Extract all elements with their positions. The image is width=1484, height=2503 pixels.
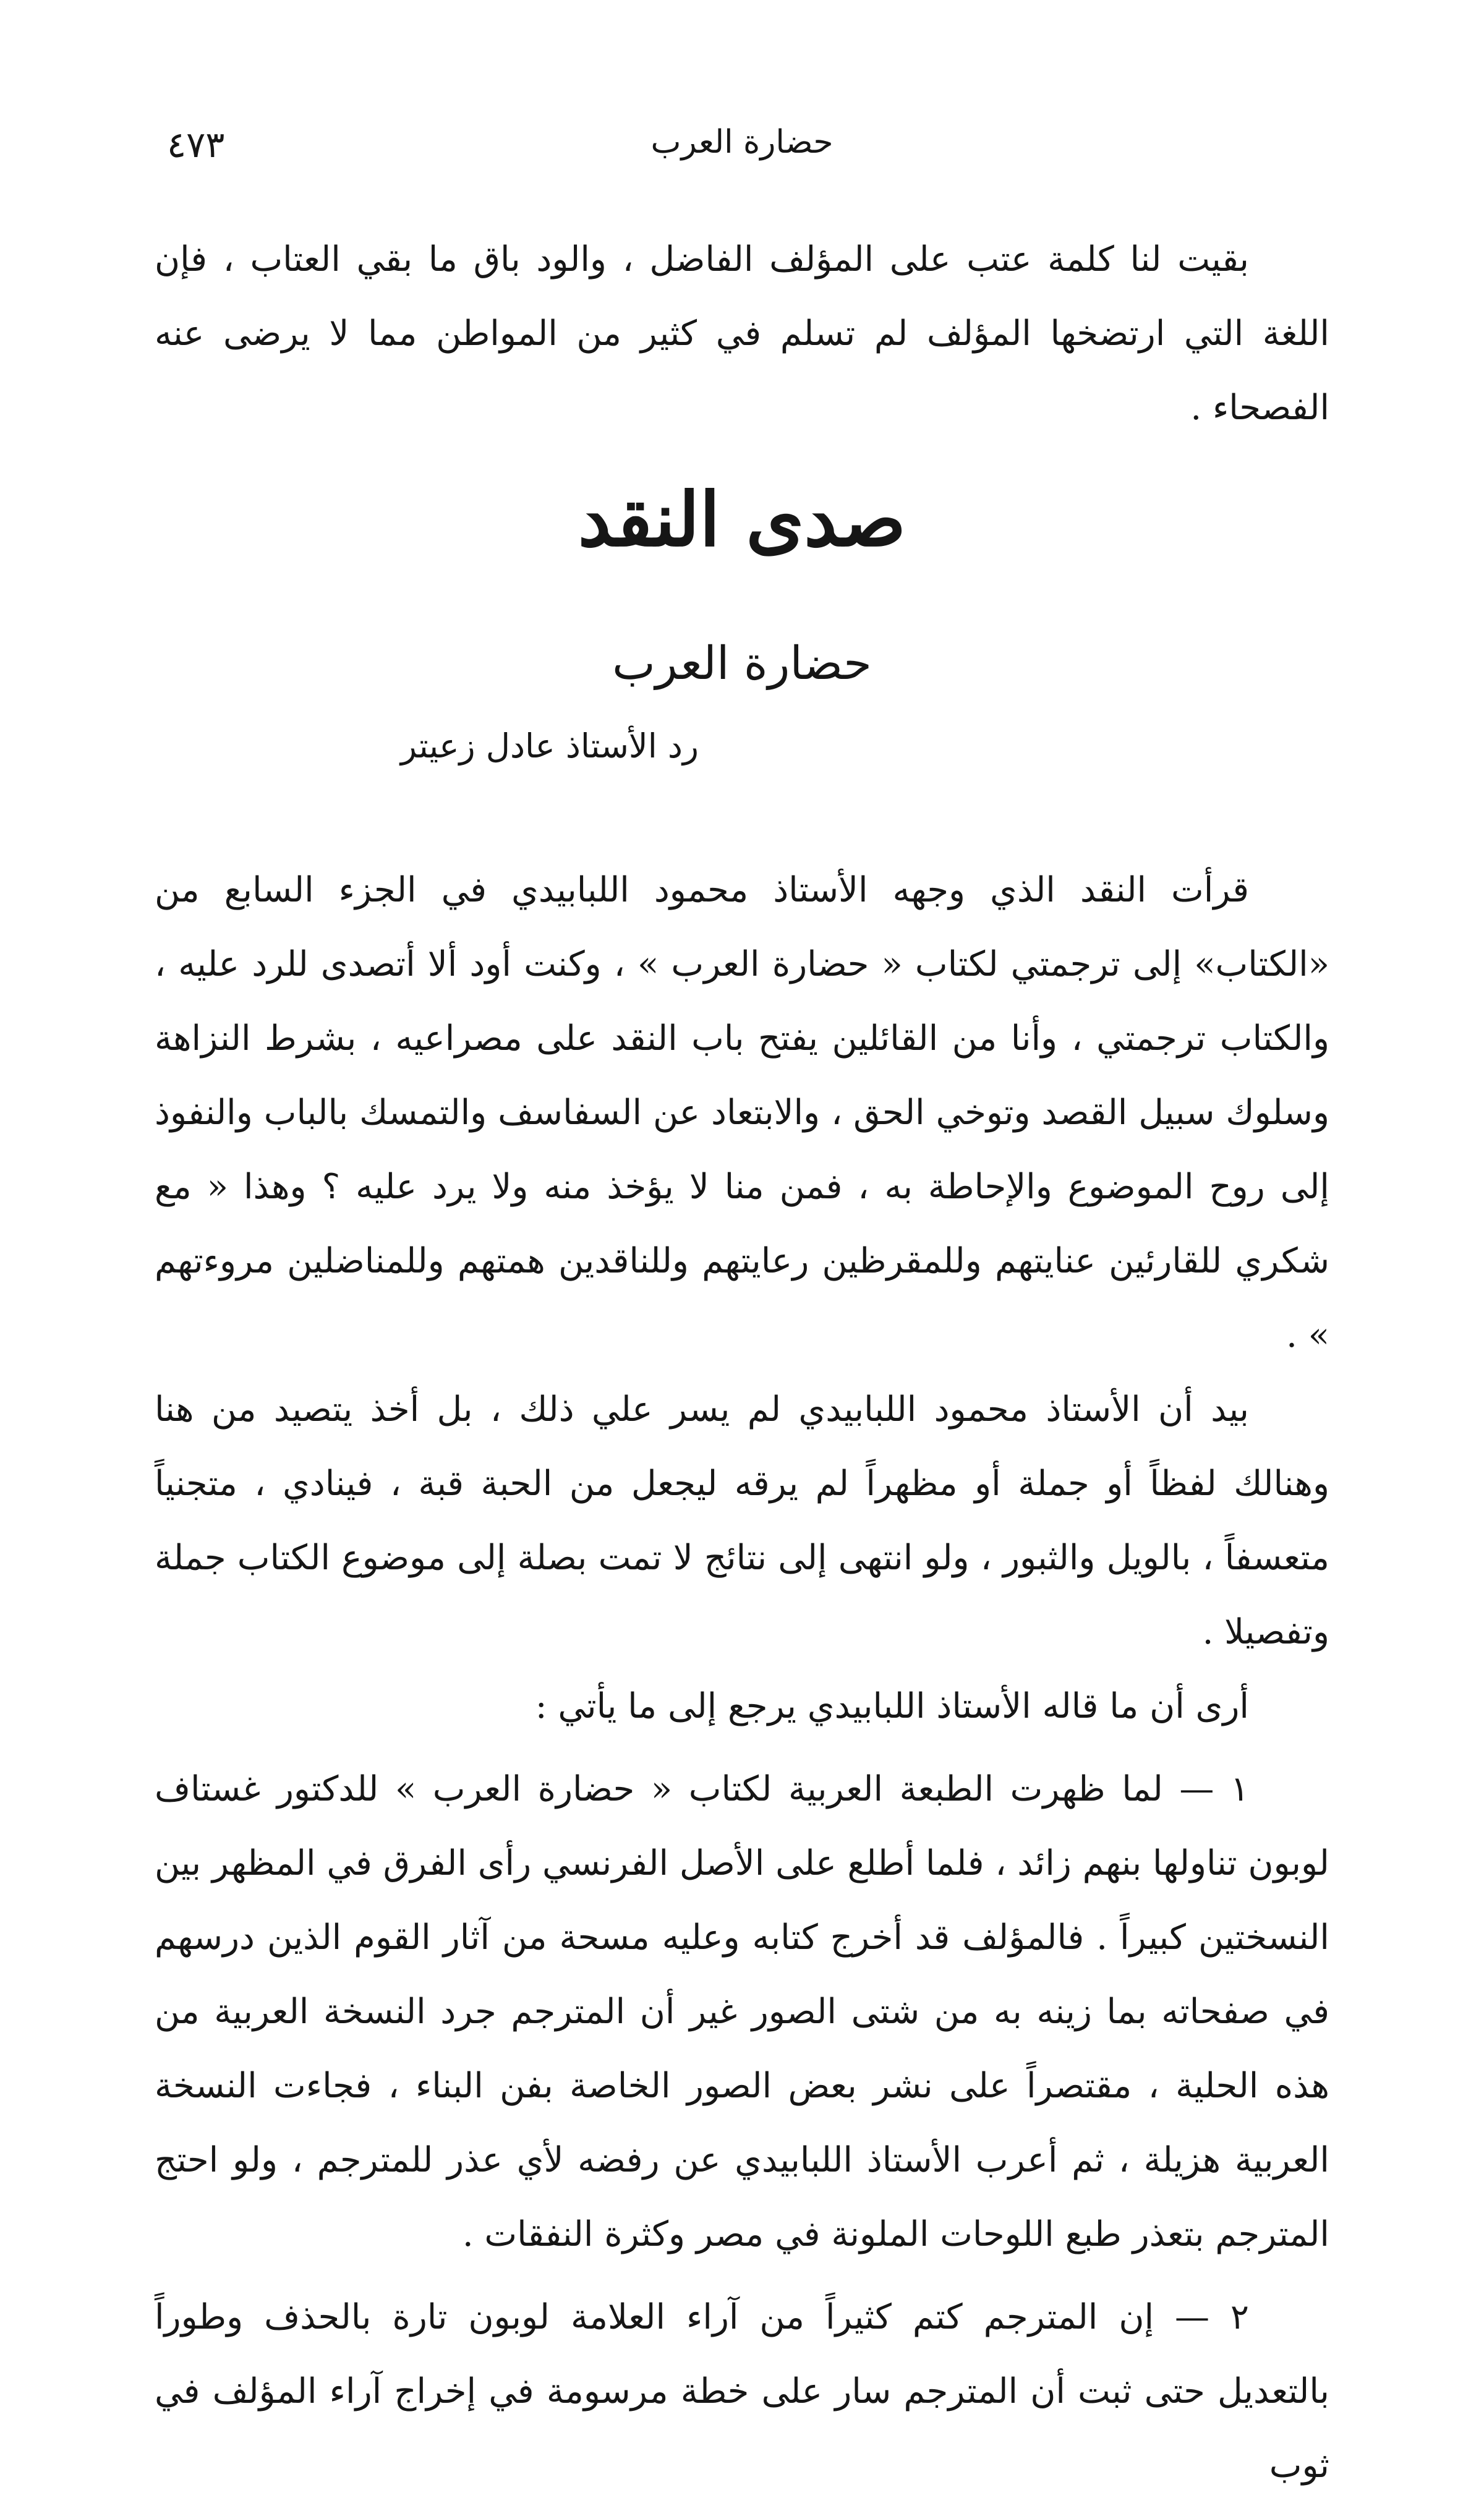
intro-paragraph-block [155, 223, 1329, 445]
running-header [167, 124, 1317, 173]
article-paragraph: بيد أن الأستاذ محمود اللبابيدي لم يسر علي ذلك ، بل أخذ يتصيد من هنا وهنالك لفظاً أو جملة أو مظهراً لم يرقه ليجعل من الحبة قبة ، فينادي ، متجنياً متعسفاً ، بالويل والثبور ، ولو انتهى إلى نتائج لا تمت بصلة إلى موضوع الكتاب جملة وتفصيلا . [155, 1389, 1329, 1652]
article-body [155, 853, 1329, 2503]
article-list-item: ٢ — إن المترجم كتم كثيراً من آراء العلامة لوبون تارة بالحذف وطوراً بالتعديل حتى ثبت أن المترجم سار على خطة مرسومة في إخراج آراء المؤلف في ثوب [155, 2297, 1329, 2486]
running-title: حضارة العرب [650, 124, 834, 161]
article-list-item: ١ — لما ظهرت الطبعة العربية لكتاب « حضارة العرب » للدكتور غستاف لوبون تناولها بنهم زائد ، فلما أطلع على الأصل الفرنسي رأى الفرق في المظهر بين النسختين كبيراً . فالمؤلف قد أخرج كتابه وعليه مسحة من آثار القوم الذين درسهم في صفحاته بما زينه به من شتى الصور غير أن المترجم جرد النسخة العربية من هذه الحلية ، مقتصراً على نشر بعض الصور الخاصة بفن البناء ، فجاءت النسخة العربية هزيلة ، ثم أعرب الأستاذ اللبابيدي عن رفضه لأي عذر للمترجم ، ولو احتج المترجم بتعذر طبع اللوحات الملونة في مصر وكثرة النفقات . [155, 1769, 1330, 2254]
article-paragraph: أرى أن ما قاله الأستاذ اللبابيدي يرجع إلى ما يأتي : [535, 1686, 1249, 1726]
article-paragraph: قرأت النقد الذي وجهه الأستاذ محمود اللبابيدي في الجزء السابع من «الكتاب» إلى ترجمتي لكتاب « حضارة العرب » ، وكنت أود ألا أتصدى للرد عليه ، والكتاب ترجمتي ، وأنا من القائلين يفتح باب النقد على مصراعيه ، بشرط النزاهة وسلوك سبيل القصد وتوخي الحق ، والابتعاد عن السفاسف والتمسك بالباب والنفوذ إلى روح الموضوع والإحاطة به ، فمن منا لا يؤخذ منه ولا يرد عليه ؟ وهذا « مع شكري للقارئين عنايتهم وللمقرظين رعايتهم وللناقدين همتهم وللمناضلين مروءتهم » . [155, 870, 1329, 1355]
page-number: ٤٧٣ [167, 124, 225, 166]
article-title: حضارة العرب [612, 637, 872, 690]
section-title: صدى النقد [578, 476, 906, 563]
intro-paragraph: بقيت لنا كلمة عتب على المؤلف الفاضل ، والود باق ما بقي العتاب ، فإن اللغة التي ارتضخها المؤلف لم تسلم في كثير من المواطن مما لا يرضى عنه الفصحاء . [155, 239, 1329, 428]
article-byline: رد الأستاذ عادل زعيتر [400, 727, 699, 765]
